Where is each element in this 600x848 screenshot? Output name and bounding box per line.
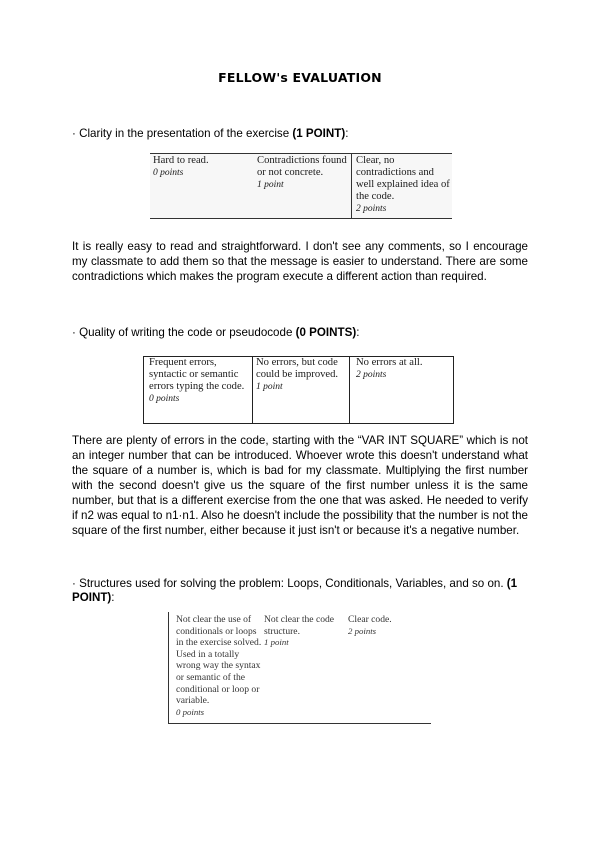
comment-quality: There are plenty of errors in the code, starting with the “VAR INT SQUARE” which is not an integer number that can be introduced. Whoever wrote this doesn't understand what the square of a number is, which is bad for my classmate. Multiplying the first number with the second doesn't give us the square of the first number unless it is the same number, but that is a different exercise from the one that was asked. He needed to verify if n2 was equal to n1·n1. Also he doesn't include the possibility that the number is not the square of the first number, either because it just isn't or because it's a negative number. xyxy=(72,434,528,537)
rubric-table-clarity xyxy=(150,153,452,219)
rubric-cell xyxy=(264,614,344,649)
rubric-desc: Not clear the code structure. xyxy=(264,614,335,637)
rubric-points: 0 points xyxy=(153,168,184,178)
rubric-desc: Not clear the use of conditionals or loops in the exercise solved. Used in a totally wrong way the syntax or semantic of the conditional or loop or variable. xyxy=(176,614,262,707)
rubric-desc: Clear code. xyxy=(348,614,392,625)
criterion-suffix: : xyxy=(345,127,349,140)
criterion-structures xyxy=(72,577,528,605)
criterion-suffix: : xyxy=(111,591,115,604)
rubric-table-quality xyxy=(143,356,454,424)
rubric-points: 2 points xyxy=(356,370,387,380)
rubric-desc: No errors at all. xyxy=(356,357,423,368)
rubric-points: 1 point xyxy=(256,382,283,392)
rubric-desc: Frequent errors, syntactic or semantic errors typing the code. xyxy=(149,357,245,392)
rubric-cell xyxy=(348,614,428,637)
page-title: FELLOW's EVALUATION xyxy=(218,70,382,85)
rubric-cell xyxy=(256,357,348,393)
criterion-clarity xyxy=(72,127,528,141)
rubric-points: 2 points xyxy=(356,204,387,214)
criterion-suffix: : xyxy=(356,326,360,339)
rubric-points: 2 points xyxy=(348,625,377,636)
rubric-desc: Contradictions found or not concrete. xyxy=(257,155,347,178)
rubric-cell xyxy=(356,357,450,381)
rubric-points: 0 points xyxy=(176,706,205,717)
rubric-cell xyxy=(257,155,347,191)
comment-clarity: It is really easy to read and straightforward. I don't see any comments, so I encourage my classmate to add them so that the message is easier to understand. There are some contradictions which makes the program execute a different action than required. xyxy=(72,240,528,283)
criterion-text: · Quality of writing the code or pseudocode xyxy=(72,326,296,339)
rubric-cell xyxy=(149,357,249,405)
rubric-cell xyxy=(153,155,248,179)
rubric-desc: Hard to read. xyxy=(153,155,209,166)
rubric-desc: Clear, no contradictions and well explained idea of the code. xyxy=(356,155,450,202)
rubric-desc: No errors, but code could be improved. xyxy=(256,357,339,380)
rubric-points: 1 point xyxy=(257,180,284,190)
criterion-text: · Structures used for solving the problem: Loops, Conditionals, Variables, and so on. xyxy=(72,577,507,590)
rubric-table-structures xyxy=(168,612,431,724)
criterion-points: (1 POINT) xyxy=(72,577,518,604)
criterion-quality xyxy=(72,326,528,340)
criterion-points: (0 POINTS) xyxy=(295,326,357,339)
rubric-points: 1 point xyxy=(264,637,289,648)
rubric-cell xyxy=(356,155,451,215)
rubric-cell xyxy=(176,614,262,718)
rubric-points: 0 points xyxy=(149,394,180,404)
criterion-text: · Clarity in the presentation of the exercise xyxy=(72,127,293,140)
criterion-points: (1 POINT) xyxy=(292,127,346,140)
